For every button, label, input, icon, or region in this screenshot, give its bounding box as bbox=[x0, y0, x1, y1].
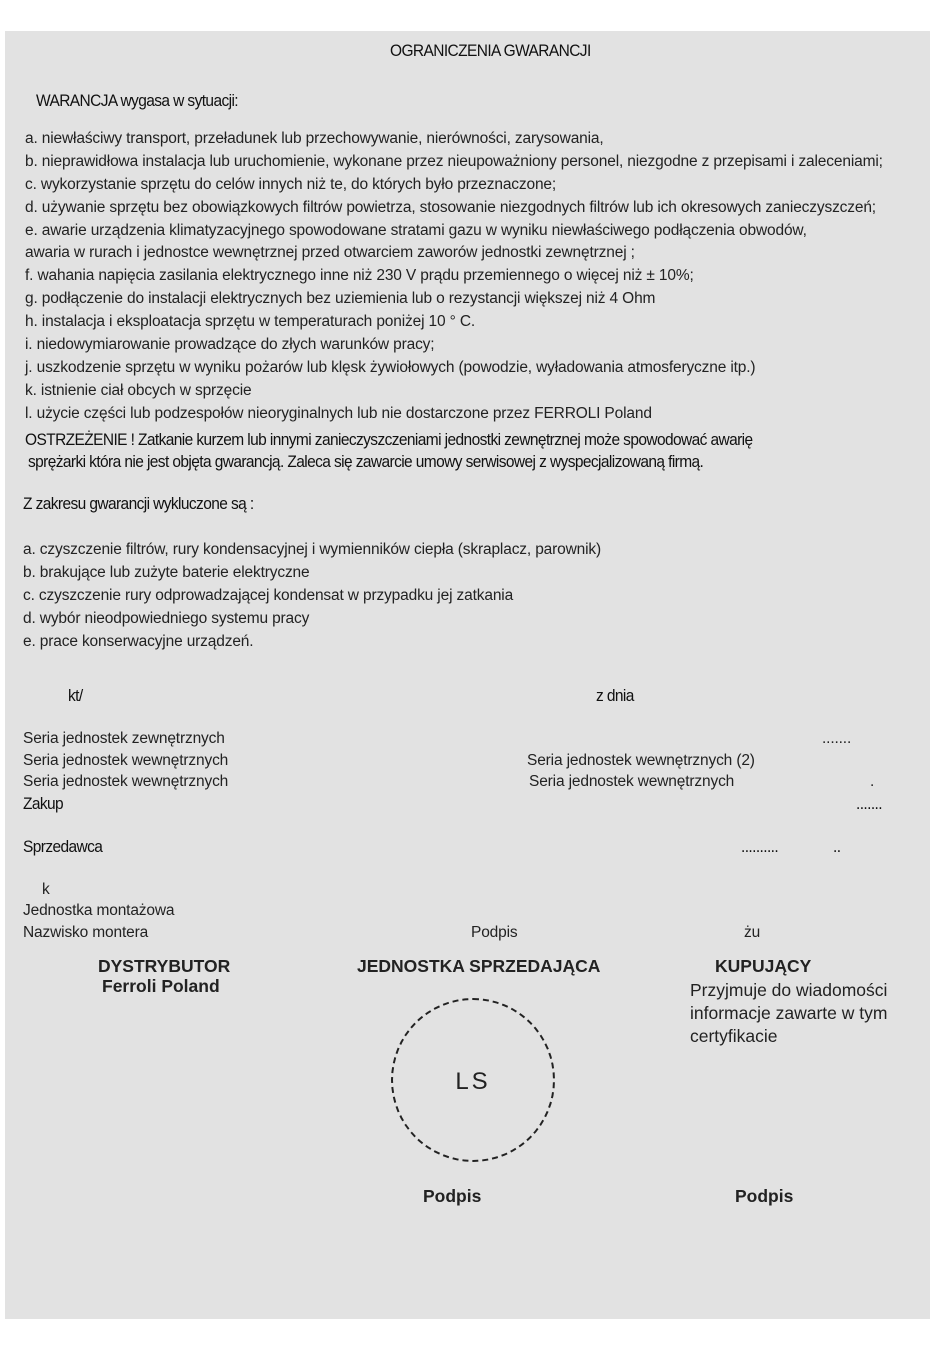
buyer-signature-label: Podpis bbox=[735, 1186, 794, 1206]
distributor-heading: DYSTRYBUTOR bbox=[98, 956, 231, 976]
list-item: f. wahania napięcia zasilania elektrycznego inne niż 230 V prądu przemiennego o więcej niż ± 10%; bbox=[25, 267, 694, 284]
buyer-note-line: certyfikacie bbox=[690, 1026, 778, 1046]
dots-filler: .. bbox=[833, 837, 841, 857]
list-item: c. wykorzystanie sprzętu do celów innych niż te, do których było przeznaczone; bbox=[25, 176, 557, 193]
list-item: a. niewłaściwy transport, przeładunek lub przechowywanie, nierówności, zarysowania, bbox=[25, 130, 604, 147]
warning-line-2: sprężarki która nie jest objęta gwarancją. Zaleca się zawarcie umowy serwisowej z wyspecjalizowaną firmą. bbox=[28, 452, 704, 472]
list-item: b. nieprawidłowa instalacja lub uruchomienie, wykonane przez nieupoważniony personel, niezgodne z przepisami i zaleceniami; bbox=[25, 153, 883, 170]
buyer-note-line: Przyjmuje do wiadomości bbox=[690, 980, 888, 1000]
list-item: i. niedowymiarowanie prowadzące do złych warunków pracy; bbox=[25, 336, 435, 353]
dots-filler: .......... bbox=[741, 837, 779, 857]
list-item: awaria w rurach i jednostce wewnętrznej przed otwarciem zaworów jednostki zewnętrznej ; bbox=[25, 244, 635, 261]
list-item: g. podłączenie do instalacji elektrycznych bez uziemienia lub o rezystancji większej niż 4 Ohm bbox=[25, 290, 656, 307]
k-label: k bbox=[42, 881, 50, 898]
list-item: k. istnienie ciał obcych w sprzęcie bbox=[25, 382, 252, 399]
stamp-placeholder bbox=[391, 998, 555, 1162]
warranty-void-heading: WARANCJA wygasa w sytuacji: bbox=[36, 91, 239, 111]
stamp-label: LS bbox=[455, 1068, 491, 1095]
indoor-series-2-label: Seria jednostek wewnętrznych (2) bbox=[527, 752, 755, 769]
list-item: h. instalacja i eksploatacja sprzętu w temperaturach poniżej 10 ° C. bbox=[25, 313, 476, 330]
seller-heading: JEDNOSTKA SPRZEDAJĄCA bbox=[357, 956, 601, 976]
warning-line-1: OSTRZEŻENIE ! Zatkanie kurzem lub innymi zanieczyszczeniami jednostki zewnętrznej może spowodować awarię bbox=[25, 430, 753, 450]
dot-filler: . bbox=[870, 773, 875, 790]
kt-label: kt/ bbox=[68, 686, 83, 706]
list-item: e. awarie urządzenia klimatyzacyjnego spowodowane stratami gazu w wyniku niewłaściwego podłączenia obwodów, bbox=[25, 222, 807, 239]
installer-name-label: Nazwisko montera bbox=[23, 924, 149, 941]
list-item: c. czyszczenie rury odprowadzającej kondensat w przypadku jej zatkania bbox=[23, 587, 514, 604]
dots-filler: ....... bbox=[856, 794, 882, 814]
distributor-name: Ferroli Poland bbox=[102, 976, 220, 996]
list-item: l. użycie części lub podzespołów nieoryginalnych lub nie dostarczone przez FERROLI Poland bbox=[25, 405, 652, 422]
page-title: OGRANICZENIA GWARANCJI bbox=[390, 41, 591, 61]
buyer-heading: KUPUJĄCY bbox=[715, 956, 812, 976]
list-item: d. używanie sprzętu bez obowiązkowych filtrów powietrza, stosowanie niezgodnych filtrów lub ich okresowych zanieczyszczeń; bbox=[25, 199, 876, 216]
purchase-label: Zakup bbox=[23, 794, 64, 814]
z-dnia-label: z dnia bbox=[596, 686, 634, 706]
indoor-series-label: Seria jednostek wewnętrznych bbox=[23, 773, 229, 790]
dots-filler: ....... bbox=[822, 730, 852, 747]
zu-label: żu bbox=[744, 924, 761, 941]
installation-unit-label: Jednostka montażowa bbox=[23, 902, 175, 919]
outdoor-series-label: Seria jednostek zewnętrznych bbox=[23, 730, 225, 747]
signature-label: Podpis bbox=[471, 924, 518, 941]
excluded-heading: Z zakresu gwarancji wykluczone są : bbox=[23, 494, 254, 514]
list-item: j. uszkodzenie sprzętu w wyniku pożarów lub klęsk żywiołowych (powodzie, wyładowania atmosferyczne itp.) bbox=[25, 359, 756, 376]
seller-signature-label: Podpis bbox=[423, 1186, 482, 1206]
list-item: b. brakujące lub zużyte baterie elektryczne bbox=[23, 564, 310, 581]
list-item: d. wybór nieodpowiedniego systemu pracy bbox=[23, 610, 310, 627]
list-item: a. czyszczenie filtrów, rury kondensacyjnej i wymienników ciepła (skraplacz, parownik) bbox=[23, 541, 602, 558]
seller-label: Sprzedawca bbox=[23, 837, 103, 857]
indoor-series-label: Seria jednostek wewnętrznych bbox=[23, 752, 229, 769]
indoor-series-label-right: Seria jednostek wewnętrznych bbox=[529, 773, 735, 790]
buyer-note-line: informacje zawarte w tym bbox=[690, 1003, 888, 1023]
list-item: e. prace konserwacyjne urządzeń. bbox=[23, 633, 254, 650]
